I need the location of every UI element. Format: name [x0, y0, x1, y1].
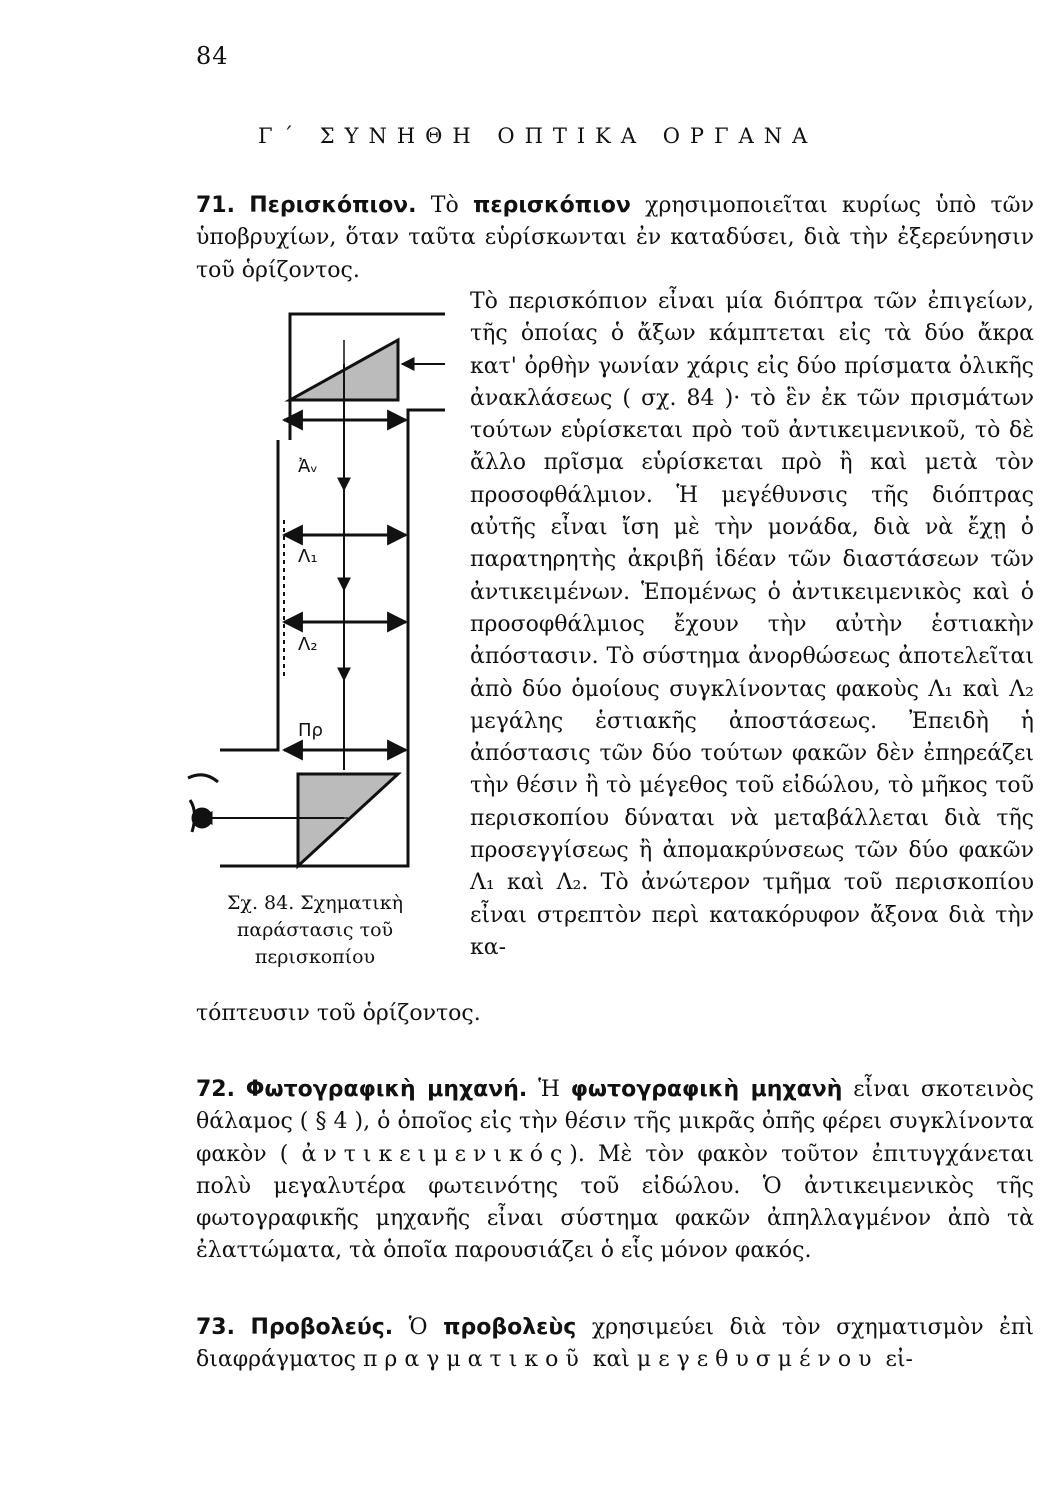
- section-71-text-a1: Τὸ: [430, 193, 459, 218]
- section-heading: Γ΄ ΣΥΝΗΘΗ ΟΠΤΙΚΑ ΟΡΓΑΝΑ: [258, 124, 818, 148]
- section-73-text-4: εἰ-: [885, 1347, 913, 1373]
- section-73-text-3: καὶ: [592, 1347, 630, 1373]
- bottom-prism: [298, 774, 398, 866]
- section-73-text-1: Ὁ: [408, 1315, 428, 1340]
- section-72-spaced-word: ἀντικειμενικός: [301, 1141, 570, 1167]
- label-lens-2: Λ₂: [298, 634, 318, 655]
- section-71-intro: [196, 190, 1034, 287]
- tube-wall-left: [220, 440, 278, 750]
- section-72-text-3: ). Μὲ τὸν φακὸν τοῦτον ἐπιτυγχάνεται πολὺ μεγαλυτέρα φωτεινότης τοῦ εἰδώλου. Ὁ ἀντικειμενικὸς τῆς φωτογραφικῆς μηχανῆς εἶναι σύστημα φακῶν ἀπηλλαγμένον ἀπὸ τὰ ἐλαττώματα, τὰ ὁποῖα παρουσιάζει ὁ εἷς μόνον φακός.: [196, 1141, 1034, 1264]
- section-71-title: Περισκόπιον.: [249, 193, 417, 218]
- section-72-title: Φωτογραφικὴ μηχανή.: [245, 1077, 528, 1102]
- label-objective: Ἀᵥ: [298, 456, 318, 477]
- section-73-text-2: χρησιμεύει διὰ τὸν σχηματισμὸν ἐπὶ διαφράγματος: [196, 1315, 1035, 1373]
- label-eyepiece: Πρ: [298, 720, 323, 741]
- section-71-text-a2: χρησιμοποιεῖται κυρίως ὑπὸ τῶν ὑποβρυχίων, ὅταν ταῦτα εὑρίσκωνται ἐν καταδύσει, διὰ τὴν ἐξερεύνησιν τοῦ ὁρίζοντος.: [196, 193, 1034, 283]
- section-71-keyword: περισκόπιον: [472, 193, 631, 218]
- section-73-number: 73.: [196, 1315, 235, 1340]
- figure-caption: [180, 890, 450, 971]
- section-73-spaced-1: πραγματικοῦ: [362, 1347, 586, 1373]
- figure-caption-text: Σχηματικὴ παράστασις τοῦ περισκοπίου: [236, 892, 403, 968]
- section-72: [196, 1074, 1034, 1268]
- tube-wall-right-upper: [408, 410, 445, 450]
- section-72-text-2: εἶναι σκοτεινὸς θάλαμος ( § 4 ), ὁ ὁποῖος εἰς τὴν θέσιν τῆς μικρᾶς ὀπῆς φέρει συγκλίνοντα φακὸν (: [196, 1077, 1035, 1167]
- section-72-keyword: φωτογραφικὴ μηχανὴ: [570, 1077, 843, 1102]
- section-73: [196, 1312, 1034, 1377]
- section-71-body: Τὸ περισκόπιον εἶναι μία διόπτρα τῶν ἐπιγείων, τῆς ὁποίας ὁ ἄξων κάμπτεται εἰς τὰ δύο ἄκρα κατ' ὀρθὴν γωνίαν χάρις εἰς δύο πρίσματα ὀλικῆς ἀνακλάσεως ( σχ. 84 )· τὸ ἓν ἐκ τῶν πρισμάτων τούτων εὑρίσκεται πρὸ τοῦ ἀντικειμενικοῦ, τὸ δὲ ἄλλο πρῖσμα εὑρίσκεται πρὸ ἢ καὶ μετὰ τὸν προσοφθάλμιον. Ἡ μεγέθυνσις τῆς διόπτρας αὐτῆς εἶναι ἴση μὲ τὴν μονάδα, διὰ νὰ ἔχῃ ὁ παρατηρητὴς ἀκριβῆ ἰδέαν τῶν διαστάσεων τῶν ἀντικειμένων. Ἑπομένως ὁ ἀντικειμενικὸς καὶ ὁ προσοφθάλμιος ἔχουν τὴν αὐτὴν ἑστιακὴν ἀπόστασιν. Τὸ σύστημα ἀνορθώσεως ἀποτελεῖται ἀπὸ δύο ὁμοίους συγκλίνοντας φακοὺς Λ₁ καὶ Λ₂ μεγάλης ἑστιακῆς ἀποστάσεως. Ἐπειδὴ ἡ ἀπόστασις τῶν δύο τούτων φακῶν δὲν ἐπηρεάζει τὴν θέσιν ἢ τὸ μέγεθος τοῦ εἰδώλου, τὸ μῆκος τοῦ περισκοπίου δύναται νὰ μεταβάλλεται διὰ τῆς προσεγγίσεως ἢ ἀπομακρύνσεως τῶν δύο φακῶν Λ₁ καὶ Λ₂. Τὸ ἀνώτερον τμῆμα τοῦ περισκοπίου εἶναι στρεπτὸν περὶ κατακόρυφον ἄξονα διὰ τὴν κα-: [470, 289, 1034, 960]
- section-73-spaced-2: μεγεθυσμένου: [636, 1347, 879, 1373]
- section-72-number: 72.: [196, 1077, 235, 1102]
- label-lens-1: Λ₁: [298, 546, 318, 567]
- periscope-diagram: [180, 300, 445, 890]
- page-number: 84: [196, 42, 229, 70]
- figure-caption-number: Σχ. 84.: [227, 892, 295, 914]
- section-72-text-1: Ἡ: [538, 1077, 560, 1102]
- section-73-title: Προβολεύς.: [250, 1315, 394, 1340]
- section-73-keyword: προβολεὺς: [443, 1315, 577, 1340]
- section-71-ending: τόπτευσιν τοῦ ὁρίζοντος.: [196, 1001, 481, 1026]
- section-71-number: 71.: [196, 193, 235, 218]
- eye-icon: [188, 775, 218, 832]
